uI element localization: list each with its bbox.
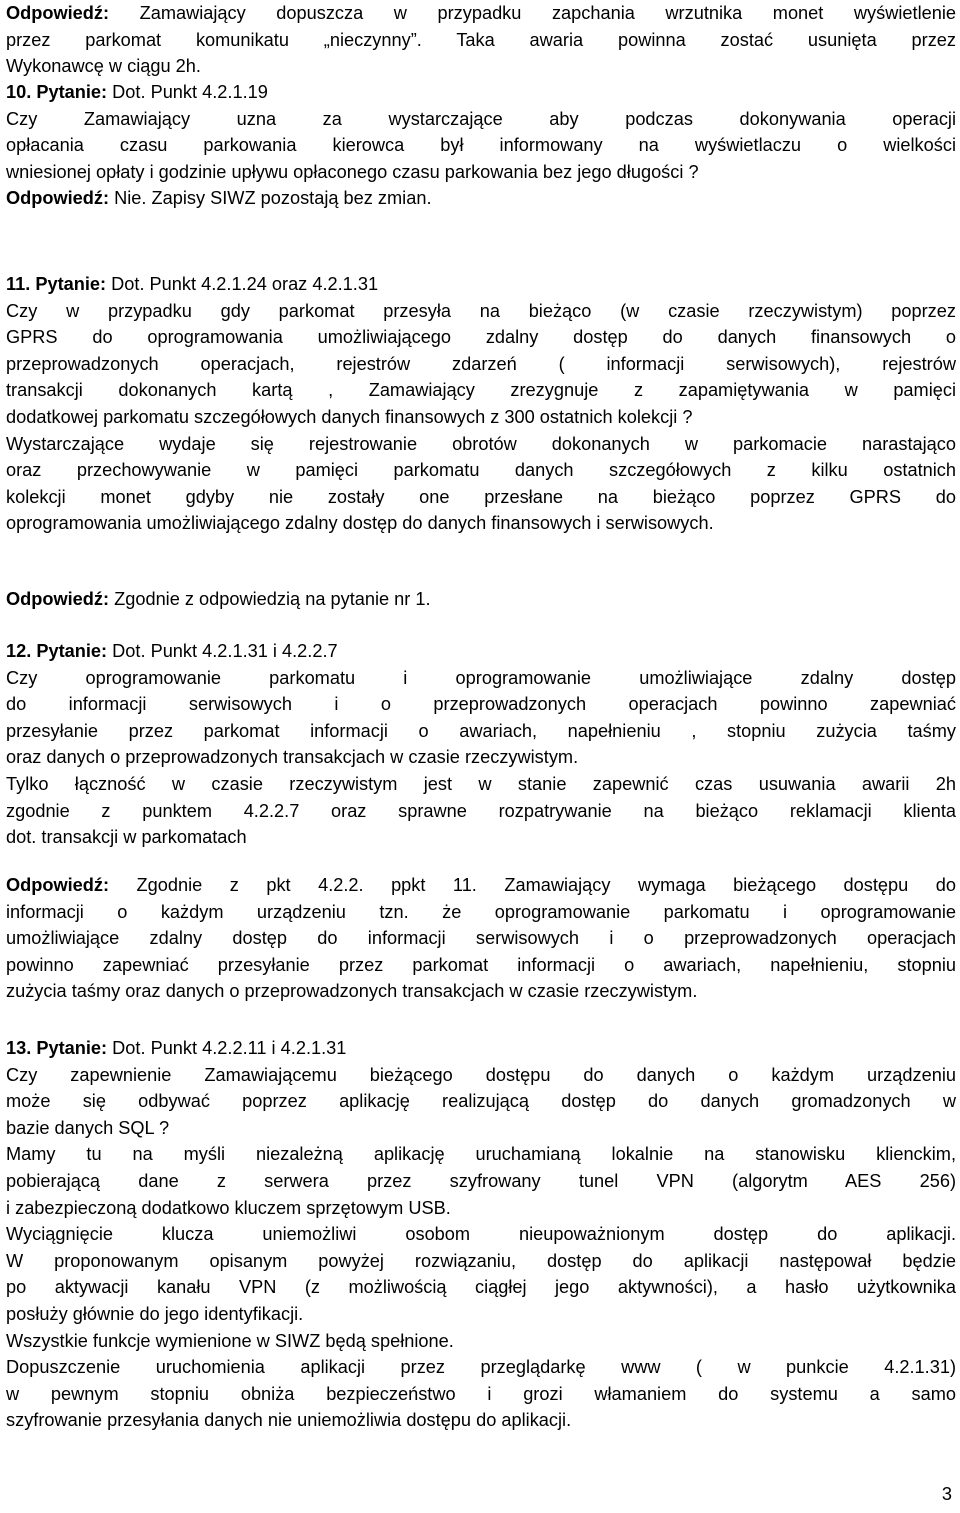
line-text: Dopuszczenie uruchomienia aplikacji przez przeglądarkę www ( w punkcie 4.2.1.31) [6, 1357, 956, 1378]
text-line [6, 718, 956, 745]
text-line [6, 586, 956, 613]
bold-label: Odpowiedź: [6, 589, 115, 609]
line-text: szyfrowanie przesyłania danych nie uniemożliwia dostępu do aplikacji. [6, 1410, 572, 1431]
text-block-question-11 [6, 271, 956, 537]
text-line [6, 457, 956, 484]
line-text: pobierającą dane z serwera przez szyfrowany tunel VPN (algorytm AES 256) [6, 1170, 956, 1191]
text-line [6, 1407, 956, 1434]
text-block-question-10 [6, 79, 956, 212]
text-block-question-13 [6, 1035, 956, 1434]
line-text: w pewnym stopniu obniża bezpieczeństwo i grozi włamaniem do systemu a samo [6, 1383, 956, 1404]
text-line [6, 1062, 956, 1089]
text-line [6, 1115, 956, 1142]
text-line [6, 824, 956, 851]
bold-label: 13. Pytanie: [6, 1038, 113, 1058]
text-line [6, 351, 956, 378]
line-text: Czy w przypadku gdy parkomat przesyła na bieżąco (w czasie rzeczywistym) poprzez [6, 300, 956, 321]
text-line [6, 1301, 956, 1328]
line-text: dot. transakcji w parkomatach [6, 827, 247, 848]
text-line [6, 638, 956, 665]
text-line [6, 27, 956, 54]
text-line [6, 665, 956, 692]
line-text: zgodnie z punktem 4.2.2.7 oraz sprawne rozpatrywanie na bieżąco reklamacji klienta [6, 800, 956, 821]
line-text: Dot. Punkt 4.2.2.11 i 4.2.1.31 [112, 1038, 347, 1058]
line-text: Czy zapewnienie Zamawiającemu bieżącego dostępu do danych o każdym urządzeniu [6, 1064, 956, 1085]
text-block-answer-9 [6, 0, 956, 80]
line-text: Mamy tu na myśli niezależną aplikację uruchamianą lokalnie na stanowisku klienckim, [6, 1144, 956, 1165]
text-line [6, 1274, 956, 1301]
line-text: powinno zapewniać przesyłanie przez parkomat informacji o awariach, napełnieniu, stopniu [6, 954, 956, 975]
text-line [6, 132, 956, 159]
line-text: kolekcji monet gdyby nie zostały one przesłane na bieżąco poprzez GPRS do [6, 486, 956, 507]
line-text: dodatkowej parkomatu szczegółowych danych finansowych z 300 ostatnich kolekcji ? [6, 406, 693, 427]
text-line [6, 1141, 956, 1168]
line-text: Dot. Punkt 4.2.1.24 oraz 4.2.1.31 [111, 274, 379, 294]
text-line [6, 744, 956, 771]
text-line [6, 1381, 956, 1408]
line-text: przeprowadzonych operacjach, rejestrów zdarzeń ( informacji serwisowych), rejestrów [6, 353, 956, 374]
bold-label: Odpowiedź: [6, 875, 137, 895]
line-text: bazie danych SQL ? [6, 1117, 170, 1138]
text-line [6, 298, 956, 325]
bold-label: 11. Pytanie: [6, 274, 112, 294]
line-text: oraz przechowywanie w pamięci parkomatu danych szczegółowych z kilku ostatnich [6, 460, 956, 481]
text-line [6, 1354, 956, 1381]
text-line [6, 404, 956, 431]
bold-label: 10. Pytanie: [6, 82, 113, 102]
text-line [6, 159, 956, 186]
text-line [6, 925, 956, 952]
text-line [6, 1168, 956, 1195]
text-line [6, 978, 956, 1005]
line-text: posłuży głównie do jego identyfikacji. [6, 1303, 304, 1324]
line-text: umożliwiające zdalny dostęp do informacji serwisowych i o przeprowadzonych operacjach [6, 928, 956, 949]
text-line [6, 899, 956, 926]
text-line [6, 1328, 956, 1355]
text-line [6, 1221, 956, 1248]
line-text: GPRS do oprogramowania umożliwiającego zdalny dostęp do danych finansowych o [6, 327, 956, 348]
line-text: opłacania czasu parkowania kierowca był informowany na wyświetlaczu o wielkości [6, 135, 956, 156]
line-text: informacji o każdym urządzeniu tzn. że oprogramowanie parkomatu i oprogramowanie [6, 901, 956, 922]
text-line [6, 271, 956, 298]
line-text: Zgodnie z odpowiedzią na pytanie nr 1. [114, 589, 431, 609]
text-block-answer-11 [6, 586, 956, 613]
line-text: transakcji dokonanych kartą , Zamawiający zrezygnuje z zapamiętywania w pamięci [6, 380, 956, 401]
line-text: zużycia taśmy oraz danych o przeprowadzonych transakcjach w czasie rzeczywistym. [6, 981, 698, 1002]
bold-label: Odpowiedź: [6, 188, 115, 209]
line-text: przesyłanie przez parkomat informacji o awariach, napełnieniu , stopniu zużycia taśmy [6, 720, 956, 741]
line-text: Czy oprogramowanie parkomatu i oprogramowanie umożliwiające zdalny dostęp [6, 667, 956, 688]
line-text: po aktywacji kanału VPN (z możliwością ciągłej jego aktywności), a hasło użytkownika [6, 1277, 956, 1298]
line-text: Czy Zamawiający uzna za wystarczające aby podczas dokonywania operacji [6, 108, 956, 129]
line-text: Tylko łączność w czasie rzeczywistym jest w stanie zapewnić czas usuwania awarii 2h [6, 773, 956, 794]
text-line [6, 106, 956, 133]
line-text: do informacji serwisowych i o przeprowadzonych operacjach powinno zapewniać [6, 694, 956, 715]
line-text: Wyciągnięcie klucza uniemożliwi osobom nieupoważnionym dostęp do aplikacji. [6, 1224, 956, 1245]
text-line [6, 798, 956, 825]
text-block-question-12 [6, 638, 956, 851]
text-line [6, 484, 956, 511]
text-line [6, 1035, 956, 1062]
text-line [6, 1248, 956, 1275]
line-text: oprogramowania umożliwiającego zdalny dostęp do danych finansowych i serwisowych. [6, 513, 714, 534]
text-line [6, 1195, 956, 1222]
line-text: Dot. Punkt 4.2.1.19 [112, 82, 268, 102]
text-line [6, 377, 956, 404]
text-line [6, 1088, 956, 1115]
line-text: Wykonawcę w ciągu 2h. [6, 56, 201, 77]
line-text: Zgodnie z pkt 4.2.2. ppkt 11. Zamawiający wymaga bieżącego dostępu do [136, 875, 956, 895]
text-line [6, 872, 956, 899]
line-text: przez parkomat komunikatu „nieczynny”. Taka awaria powinna zostać usunięta przez [6, 29, 956, 50]
text-line [6, 691, 956, 718]
line-text: W proponowanym opisanym powyżej rozwiązaniu, dostęp do aplikacji następował będzie [6, 1250, 956, 1271]
line-text: Nie. Zapisy SIWZ pozostają bez zmian. [114, 188, 432, 209]
line-text: i zabezpieczoną dodatkowo kluczem sprzętowym USB. [6, 1197, 451, 1218]
text-line [6, 0, 956, 27]
text-line [6, 510, 956, 537]
line-text: może się odbywać poprzez aplikację realizującą dostęp do danych gromadzonych w [6, 1091, 956, 1112]
text-line [6, 771, 956, 798]
line-text: Wystarczające wydaje się rejestrowanie obrotów dokonanych w parkomacie narastająco [6, 433, 956, 454]
text-line [6, 79, 956, 106]
line-text: Dot. Punkt 4.2.1.31 i 4.2.2.7 [112, 641, 338, 661]
text-line [6, 324, 956, 351]
line-text: Zamawiający dopuszcza w przypadku zapchania wrzutnika monet wyświetlenie [139, 3, 956, 23]
text-line [6, 431, 956, 458]
bold-label: 12. Pytanie: [6, 641, 113, 661]
line-text: oraz danych o przeprowadzonych transakcjach w czasie rzeczywistym. [6, 747, 579, 768]
bold-label: Odpowiedź: [6, 3, 140, 23]
text-line [6, 952, 956, 979]
line-text: Wszystkie funkcje wymienione w SIWZ będą spełnione. [6, 1330, 454, 1351]
text-line [6, 185, 956, 212]
page-number: 3 [941, 1484, 952, 1504]
text-line [6, 53, 956, 80]
line-text: wniesionej opłaty i godzinie upływu opłaconego czasu parkowania bez jego długości ? [6, 161, 699, 182]
text-block-answer-12 [6, 872, 956, 1005]
